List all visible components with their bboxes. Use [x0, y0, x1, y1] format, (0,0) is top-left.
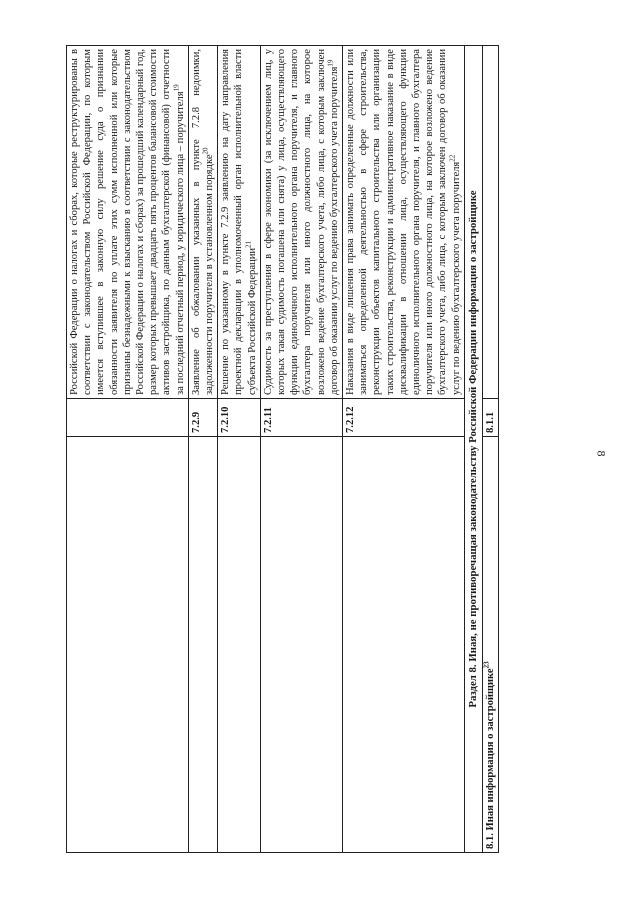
section-heading-row: [464, 46, 482, 853]
left-cell: [188, 437, 217, 853]
left-cell: [67, 437, 189, 853]
item-number: 8.1.1: [483, 399, 499, 437]
declaration-table: [66, 45, 499, 853]
table-row: [218, 46, 261, 853]
subsection-row: [483, 46, 499, 853]
table-row: [343, 46, 465, 853]
item-number: 7.2.9: [188, 399, 217, 437]
table-row: [188, 46, 217, 853]
item-text: Заявление об обжаловании указанных в пункте 7.2.8 недоимки, задолженности поручителя в установленном порядке$^{20}$: [188, 46, 217, 399]
item-text: Наказания в виде лишения права занимать определенные должности или заниматься определенной деятельностью в сфере строительства, реконструкции объектов капитального строительства или организации таких строительства, реконструкции и административное наказание в виде дисквалификации в отношении лица, осуществляющего функции единоличного исполнительного органа поручителя, и главного бухгалтера поручителя или иного должностного лица, на которое возложено ведение бухгалтерского учета, либо лица, с которым заключен договор об оказании услуг по ведению бухгалтерского учета поручителя$^{22}$: [343, 46, 465, 399]
left-cell: [260, 437, 342, 853]
section-title: Раздел 8. Иная, не противоречащая законодательству Российской Федерации информация о застройщике: [464, 46, 482, 853]
item-text: [483, 46, 499, 399]
item-text: Решение по указанному в пункте 7.2.9 заявлению на дату направления проектной декларации в уполномоченный орган исполнительной власти субъекта Российской Федерации$^{21}$: [218, 46, 261, 399]
item-number: [67, 399, 189, 437]
page-number: 8: [594, 450, 609, 457]
item-number: 7.2.10: [218, 399, 261, 437]
item-number: 7.2.12: [343, 399, 465, 437]
table-row: [67, 46, 189, 853]
subsection-label: 8.1. Иная информация о застройщике$^{23}$: [483, 437, 499, 853]
item-number: 7.2.11: [260, 399, 342, 437]
table-row: [260, 46, 342, 853]
left-cell: [343, 437, 465, 853]
item-text: Судимость за преступления в сфере экономики (за исключением лиц, у которых такая судимость погашена или снята) у лица, осуществляющего функции единоличного исполнительного органа поручителя, и главного бухгалтера поручителя или иного должностного лица, на которое возложено ведение бухгалтерского учета, либо лица, с которым заключен договор об оказании услуг по ведению бухгалтерского учета поручителя$^{19}$: [260, 46, 342, 399]
left-cell: [218, 437, 261, 853]
item-text: Российской Федерации о налогах и сборах, которые реструктурированы в соответствии с законодательством Российской Федерации, по которым имеется вступившее в законную силу решение суда о признании обязанности заявителя по уплате этих сумм исполненной или которые признаны безнадежными к взысканию в соответствии с законодательством Российской Федерации о налогах и сборах) за прошедший календарный год, размер которых превышает двадцать пять процентов балансовой стоимости активов застройщика, по данным бухгалтерской (финансовой) отчетности за последний отчетный период, у юридического лица – поручителя$^{19}$: [67, 46, 189, 399]
